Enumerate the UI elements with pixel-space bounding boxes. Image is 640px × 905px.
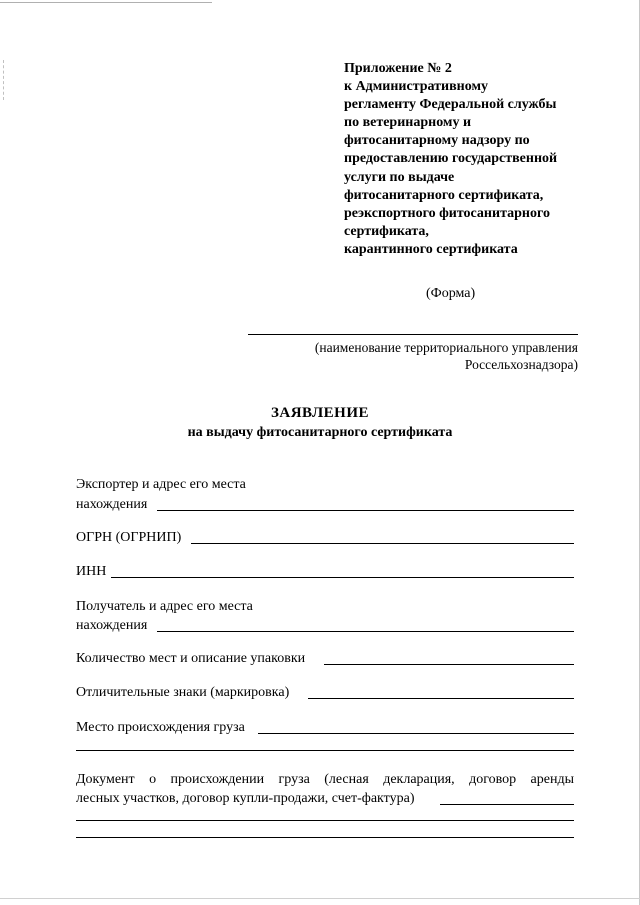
appendix-line: по ветеринарному и [344,115,472,131]
org-name-line[interactable] [248,334,578,335]
document-field[interactable] [440,804,574,805]
org-caption [240,339,578,373]
document-label-line1: Документ о происхождении груза (лесная декларация, договор аренды [76,772,574,787]
origin-label: Место происхождения груза [76,720,245,735]
appendix-line: к Административному [344,79,489,95]
form-label: (Форма) [426,286,476,301]
marks-label: Отличительные знаки (маркировка) [76,685,290,700]
org-caption-line1: (наименование территориального управления [314,340,578,355]
appendix-block [344,60,594,259]
appendix-line: фитосанитарному надзору по [344,133,530,149]
inn-field[interactable] [111,577,574,578]
document-title: ЗАЯВЛЕНИЕ [270,405,370,421]
recipient-label-line1: Получатель и адрес его места [76,599,253,614]
packages-field[interactable] [324,664,574,665]
exporter-field[interactable] [157,510,574,511]
recipient-field[interactable] [157,631,574,632]
ogrn-label: ОГРН (ОГРНИП) [76,530,182,545]
recipient-label-line2: нахождения [76,618,148,633]
appendix-line: реэкспортного фитосанитарного [344,205,550,221]
inn-label: ИНН [76,564,107,579]
packages-label: Количество мест и описание упаковки [76,651,306,666]
appendix-line: предоставлению государственной [344,151,558,167]
exporter-label-line2: нахождения [76,497,148,512]
appendix-line: Приложение № 2 [344,61,452,76]
document-field-continued-2[interactable] [76,837,574,838]
marks-field[interactable] [308,698,574,699]
appendix-line: фитосанитарного сертификата, [344,187,544,203]
ogrn-field[interactable] [191,543,574,544]
scan-artifact-top [0,2,212,3]
document-subtitle: на выдачу фитосанитарного сертификата [187,425,453,440]
exporter-label-line1: Экспортер и адрес его места [76,477,246,492]
document-field-continued-1[interactable] [76,820,574,821]
appendix-line: регламенту Федеральной службы [344,97,557,113]
origin-field[interactable] [258,733,574,734]
scan-artifact-left [3,60,5,100]
org-caption-line2: Россельхознадзора) [464,357,578,372]
appendix-line: услуги по выдаче [344,169,455,185]
appendix-line: сертификата, [344,223,429,239]
origin-field-continued[interactable] [76,750,574,751]
scan-artifact-bottom [0,898,640,899]
document-label-line2: лесных участков, договор купли-продажи, счет-фактура) [76,791,415,806]
appendix-line: карантинного сертификата [344,241,518,257]
